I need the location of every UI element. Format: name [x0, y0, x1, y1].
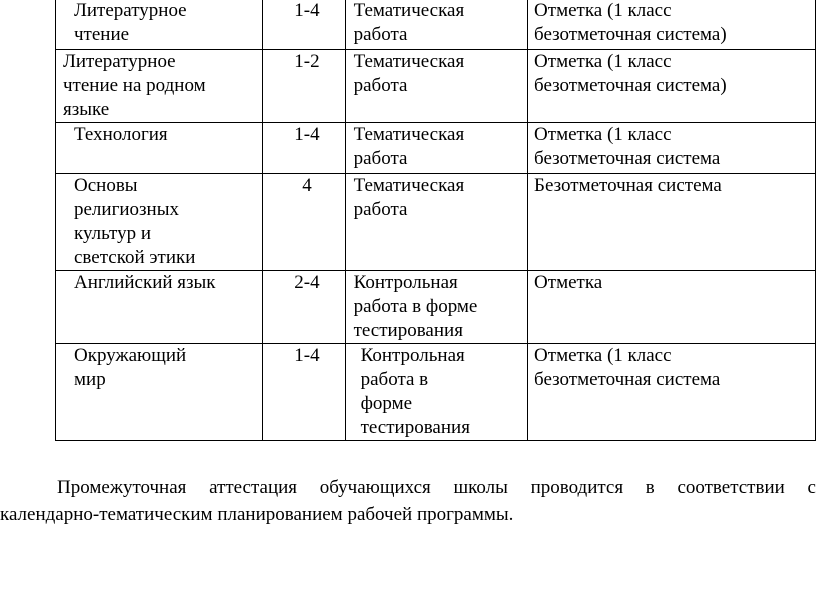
table-row — [56, 271, 816, 344]
mark-line: Безотметочная система — [534, 175, 722, 196]
form-line: работа в — [360, 369, 429, 390]
form-line: Контрольная — [353, 272, 458, 293]
subject-cell — [56, 0, 263, 50]
paragraph-word: в — [645, 477, 655, 498]
subject-line: Технология — [74, 124, 168, 145]
mark-line: Отметка (1 класс — [534, 124, 672, 145]
grades-value: 1-4 — [294, 345, 320, 366]
form-cell — [345, 344, 527, 441]
form-cell — [345, 50, 527, 123]
paragraph-word: обучающихся — [319, 477, 431, 498]
form-line: Контрольная — [360, 345, 465, 366]
form-line: работа — [353, 199, 408, 220]
form-cell — [345, 0, 527, 50]
table-row — [56, 0, 816, 50]
grades-cell — [263, 174, 345, 271]
mark-line: безотметочная система — [534, 369, 721, 390]
subject-line: культур и — [74, 223, 152, 244]
mark-cell — [528, 0, 816, 50]
table-row — [56, 50, 816, 123]
form-cell — [345, 123, 527, 174]
subject-line: религиозных — [74, 199, 179, 220]
grades-value: 1-2 — [294, 51, 320, 72]
mark-line: безотметочная система — [534, 148, 721, 169]
grades-value: 1-4 — [294, 124, 320, 145]
grades-value: 2-4 — [294, 272, 320, 293]
form-line: Тематическая — [353, 175, 465, 196]
subject-line: чтение на родном — [63, 75, 206, 96]
subject-line: Основы — [74, 175, 138, 196]
paragraph-word: аттестация — [209, 477, 298, 498]
mark-line: Отметка (1 класс — [534, 345, 672, 366]
form-line: Тематическая — [353, 0, 465, 21]
grades-cell — [263, 271, 345, 344]
subject-line: языке — [63, 99, 110, 120]
subject-line: Английский язык — [74, 272, 216, 293]
table-row — [56, 123, 816, 174]
grades-cell — [263, 50, 345, 123]
paragraph-line-2: календарно-тематическим планированием рабочей программы. — [0, 504, 514, 525]
mark-line: Отметка (1 класс — [534, 0, 672, 21]
paragraph-word: соответствии — [677, 477, 785, 498]
form-line: работа — [353, 75, 408, 96]
form-line: работа — [353, 148, 408, 169]
attestation-paragraph — [0, 474, 816, 528]
subject-cell — [56, 271, 263, 344]
subject-cell — [56, 344, 263, 441]
grades-value: 1-4 — [294, 0, 320, 21]
mark-line: безотметочная система) — [534, 24, 727, 45]
form-cell — [345, 271, 527, 344]
paragraph-line-1 — [0, 474, 816, 501]
mark-cell — [528, 271, 816, 344]
paragraph-word: Промежуточная — [57, 477, 187, 498]
form-line: работа — [353, 24, 408, 45]
subject-line: чтение — [74, 24, 130, 45]
subject-cell — [56, 174, 263, 271]
mark-line: безотметочная система) — [534, 75, 727, 96]
form-line: тестирования — [353, 320, 463, 341]
mark-cell — [528, 344, 816, 441]
grades-cell — [263, 344, 345, 441]
table-row — [56, 174, 816, 271]
form-line: работа в форме — [353, 296, 478, 317]
form-line: Тематическая — [353, 51, 465, 72]
subject-line: Окружающий — [74, 345, 187, 366]
grades-value: 4 — [302, 175, 312, 196]
form-line: тестирования — [360, 417, 470, 438]
table-row — [56, 344, 816, 441]
paragraph-word: проводится — [530, 477, 624, 498]
mark-cell — [528, 174, 816, 271]
subject-line: Литературное — [63, 51, 176, 72]
mark-cell — [528, 50, 816, 123]
paragraph-word: школы — [453, 477, 508, 498]
subject-line: светской этики — [74, 247, 196, 268]
grades-cell — [263, 123, 345, 174]
paragraph-word: с — [807, 477, 816, 498]
subjects-table — [55, 0, 816, 441]
subject-cell — [56, 123, 263, 174]
mark-line: Отметка (1 класс — [534, 51, 672, 72]
grades-cell — [263, 0, 345, 50]
subject-cell — [56, 50, 263, 123]
subject-line: мир — [74, 369, 106, 390]
form-cell — [345, 174, 527, 271]
mark-line: Отметка — [534, 272, 603, 293]
form-line: Тематическая — [353, 124, 465, 145]
mark-cell — [528, 123, 816, 174]
form-line: форме — [360, 393, 413, 414]
subject-line: Литературное — [74, 0, 187, 21]
